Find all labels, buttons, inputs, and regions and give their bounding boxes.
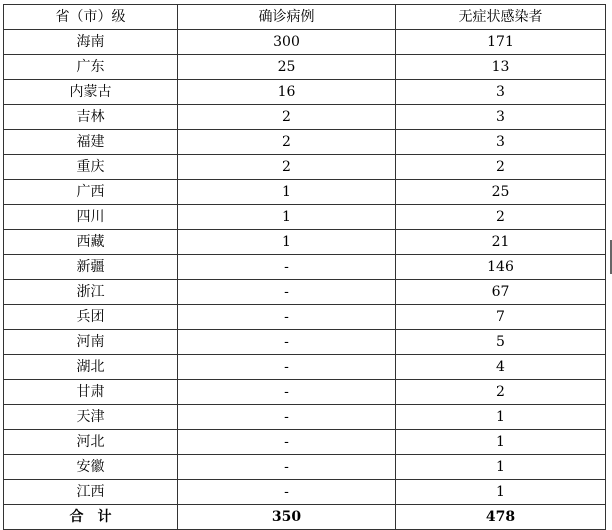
cell-confirmed: - — [178, 480, 396, 505]
table-row — [4, 380, 606, 405]
table-row — [4, 405, 606, 430]
cell-province: 吉林 — [4, 105, 178, 130]
cell-province: 福建 — [4, 130, 178, 155]
cell-asymptomatic: 2 — [396, 380, 606, 405]
total-label: 合 计 — [4, 505, 178, 530]
cell-asymptomatic: 1 — [396, 405, 606, 430]
cell-province: 湖北 — [4, 355, 178, 380]
cell-asymptomatic: 3 — [396, 80, 606, 105]
table-row — [4, 430, 606, 455]
cell-asymptomatic: 171 — [396, 30, 606, 55]
cell-province: 河南 — [4, 330, 178, 355]
cell-province: 浙江 — [4, 280, 178, 305]
table-row — [4, 80, 606, 105]
cell-asymptomatic: 1 — [396, 430, 606, 455]
cell-province: 内蒙古 — [4, 80, 178, 105]
cell-province: 西藏 — [4, 230, 178, 255]
cell-confirmed: - — [178, 380, 396, 405]
table-row — [4, 330, 606, 355]
cell-asymptomatic: 3 — [396, 105, 606, 130]
cell-asymptomatic: 1 — [396, 455, 606, 480]
header-asymptomatic: 无症状感染者 — [396, 5, 606, 30]
cell-asymptomatic: 5 — [396, 330, 606, 355]
header-confirmed: 确诊病例 — [178, 5, 396, 30]
cell-confirmed: - — [178, 430, 396, 455]
cell-asymptomatic: 25 — [396, 180, 606, 205]
cell-province: 广东 — [4, 55, 178, 80]
cell-confirmed: 2 — [178, 105, 396, 130]
table-row — [4, 155, 606, 180]
cell-province: 兵团 — [4, 305, 178, 330]
cell-asymptomatic: 7 — [396, 305, 606, 330]
header-province: 省（市）级 — [4, 5, 178, 30]
cell-confirmed: - — [178, 455, 396, 480]
cell-confirmed: 1 — [178, 180, 396, 205]
table-row — [4, 180, 606, 205]
cell-confirmed: 2 — [178, 155, 396, 180]
total-asymptomatic: 478 — [396, 505, 606, 530]
cell-confirmed: 1 — [178, 205, 396, 230]
table-row — [4, 480, 606, 505]
table-row — [4, 455, 606, 480]
table-row — [4, 355, 606, 380]
table-row — [4, 105, 606, 130]
cell-asymptomatic: 3 — [396, 130, 606, 155]
table-row — [4, 305, 606, 330]
cell-asymptomatic: 67 — [396, 280, 606, 305]
covid-case-table — [3, 4, 606, 530]
table-row — [4, 280, 606, 305]
table-row — [4, 130, 606, 155]
cell-asymptomatic: 1 — [396, 480, 606, 505]
cell-confirmed: - — [178, 305, 396, 330]
cell-province: 新疆 — [4, 255, 178, 280]
cell-confirmed: 16 — [178, 80, 396, 105]
cell-province: 甘肃 — [4, 380, 178, 405]
cell-asymptomatic: 13 — [396, 55, 606, 80]
cell-province: 海南 — [4, 30, 178, 55]
table-row — [4, 55, 606, 80]
cell-asymptomatic: 21 — [396, 230, 606, 255]
table-row — [4, 205, 606, 230]
cell-confirmed: - — [178, 405, 396, 430]
cell-asymptomatic: 146 — [396, 255, 606, 280]
cell-confirmed: - — [178, 280, 396, 305]
cell-province: 重庆 — [4, 155, 178, 180]
cell-asymptomatic: 2 — [396, 205, 606, 230]
cell-province: 安徽 — [4, 455, 178, 480]
cell-province: 天津 — [4, 405, 178, 430]
table-row — [4, 230, 606, 255]
cell-confirmed: - — [178, 330, 396, 355]
cell-province: 四川 — [4, 205, 178, 230]
cell-confirmed: - — [178, 255, 396, 280]
cell-province: 江西 — [4, 480, 178, 505]
total-row — [4, 505, 606, 530]
table-row — [4, 30, 606, 55]
header-row — [4, 5, 606, 30]
cell-confirmed: 300 — [178, 30, 396, 55]
cell-confirmed: 2 — [178, 130, 396, 155]
table-row — [4, 255, 606, 280]
cell-confirmed: 1 — [178, 230, 396, 255]
cell-province: 河北 — [4, 430, 178, 455]
cell-asymptomatic: 4 — [396, 355, 606, 380]
cell-asymptomatic: 2 — [396, 155, 606, 180]
cell-confirmed: 25 — [178, 55, 396, 80]
table-body — [4, 30, 606, 505]
cell-province: 广西 — [4, 180, 178, 205]
total-confirmed: 350 — [178, 505, 396, 530]
cell-confirmed: - — [178, 355, 396, 380]
